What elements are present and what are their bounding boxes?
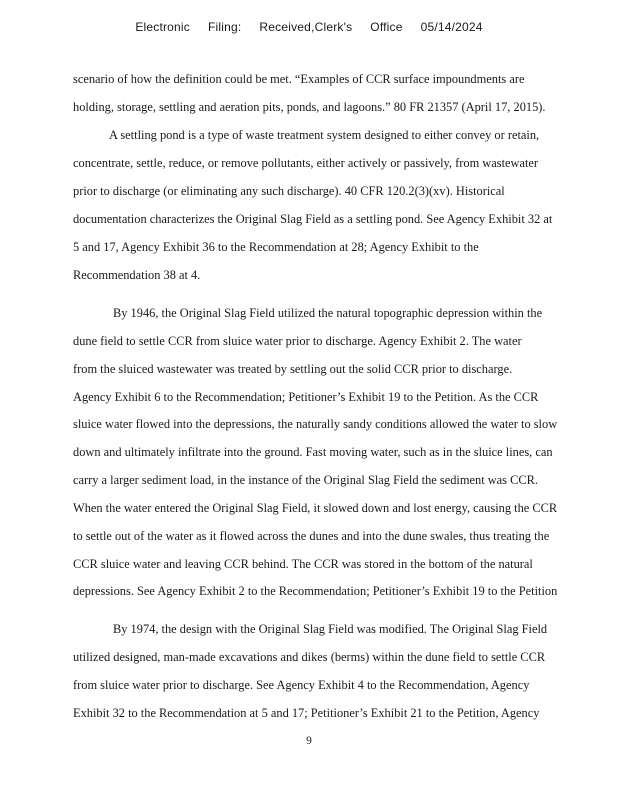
page-number: 9 — [306, 735, 312, 747]
header-office: Office — [370, 20, 403, 34]
body-text-line: prior to discharge (or eliminating any such discharge). 40 CFR 120.2(3)(xv). Historical — [73, 184, 505, 198]
body-text-line: documentation characterizes the Original Slag Field as a settling pond. See Agency Exhibit 32 at — [73, 212, 553, 226]
body-text-line: Agency Exhibit 6 to the Recommendation; Petitioner’s Exhibit 19 to the Petition. As the CCR — [73, 390, 539, 404]
body-text-line: from the sluiced wastewater was treated by settling out the solid CCR prior to discharge. — [73, 362, 513, 376]
body-text-line: down and ultimately infiltrate into the ground. Fast moving water, such as in the sluice lines, can — [73, 445, 553, 459]
body-text-line: By 1974, the design with the Original Slag Field was modified. The Original Slag Field — [113, 622, 548, 636]
body-text-line: sluice water flowed into the depressions, the naturally sandy conditions allowed the water to slow — [73, 417, 558, 431]
body-text-line: 5 and 17, Agency Exhibit 36 to the Recommendation at 28; Agency Exhibit to the — [73, 240, 479, 254]
header-date: 05/14/2024 — [420, 20, 483, 34]
header-electronic: Electronic — [135, 20, 190, 34]
body-text-line: concentrate, settle, reduce, or remove pollutants, either actively or passively, from wastewater — [73, 156, 539, 170]
body-text-line: carry a larger sediment load, in the instance of the Original Slag Field the sediment was CCR. — [73, 473, 538, 487]
body-text-line: scenario of how the definition could be met. “Examples of CCR surface impoundments are — [73, 72, 525, 86]
body-text-line: By 1946, the Original Slag Field utilized the natural topographic depression within the — [113, 306, 543, 320]
body-text-line: holding, storage, settling and aeration pits, ponds, and lagoons.” 80 FR 21357 (April 17, 2015). — [73, 100, 546, 114]
body-text-line: Recommendation 38 at 4. — [73, 268, 201, 282]
header-received: Received,Clerk's — [259, 20, 353, 34]
body-text-line: utilized designed, man-made excavations and dikes (berms) within the dune field to settle CCR — [73, 650, 546, 664]
body-text-line: from sluice water prior to discharge. See Agency Exhibit 4 to the Recommendation, Agency — [73, 678, 530, 692]
body-text-line: CCR sluice water and leaving CCR behind. The CCR was stored in the bottom of the natural — [73, 557, 533, 571]
body-text-line: depressions. See Agency Exhibit 2 to the Recommendation; Petitioner’s Exhibit 19 to the Petition — [73, 584, 558, 598]
body-text-line: When the water entered the Original Slag Field, it slowed down and lost energy, causing the CCR — [73, 501, 558, 515]
body-text-line: dune field to settle CCR from sluice water prior to discharge. Agency Exhibit 2. The water — [73, 334, 522, 348]
body-text-line: A settling pond is a type of waste treatment system designed to either convey or retain, — [109, 128, 540, 142]
filing-header — [0, 20, 618, 34]
body-text-line: to settle out of the water as it flowed across the dunes and into the dune swales, thus treating the — [73, 529, 550, 543]
body-text-line: Exhibit 32 to the Recommendation at 5 and 17; Petitioner’s Exhibit 21 to the Petition, Agency — [73, 706, 540, 720]
header-filing: Filing: — [208, 20, 242, 34]
